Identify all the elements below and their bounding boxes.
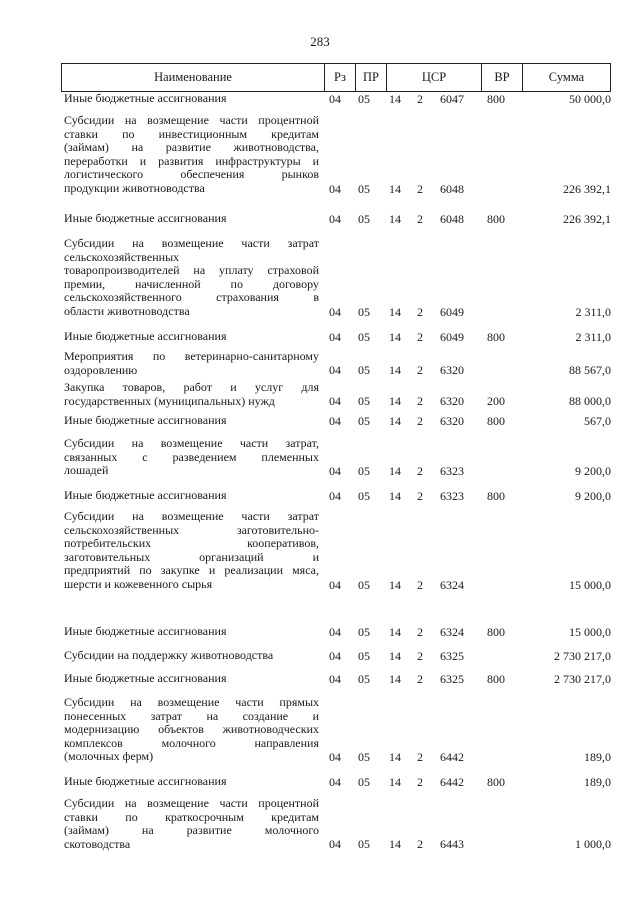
header-name: Наименование [154,70,232,84]
row-name-line: ставки по краткосрочным кредитам [64,809,319,824]
row-name-line: Иные бюджетные ассигнования [64,488,227,502]
row-name-line: (займам) на развитие животноводства, [64,140,319,155]
row-codes [61,414,611,428]
row-codes [61,837,611,851]
csr-item: 6443 [440,837,464,852]
row-codes [61,578,611,592]
row-name-line: модернизацию объектов животноводческих [64,722,319,737]
amount: 2 730 217,0 [554,648,611,663]
table-row [61,212,611,226]
rz-code: 04 [329,211,341,226]
csr-program: 14 [389,363,401,378]
row-codes [61,750,611,764]
pr-code: 05 [358,413,370,428]
row-codes [61,92,611,106]
rz-code: 04 [329,329,341,344]
row-name-line: понесенных затрат на создание и [64,708,319,723]
table-row [61,625,611,639]
pr-code: 05 [358,624,370,639]
amount: 189,0 [584,774,611,789]
row-codes [61,775,611,789]
row-name-line: Иные бюджетные ассигнования [64,91,227,105]
row-codes [61,305,611,319]
csr-subprogram: 2 [417,413,423,428]
row-name-line: премии, начисленной по договору [64,276,319,291]
header-rz: Рз [334,70,346,84]
csr-program: 14 [389,488,401,503]
row-codes [61,464,611,478]
amount: 2 730 217,0 [554,671,611,686]
amount: 9 200,0 [575,463,611,478]
rz-code: 04 [329,577,341,592]
pr-code: 05 [358,91,370,106]
row-codes [61,672,611,686]
amount: 226 392,1 [563,181,611,196]
table-row [61,437,611,478]
row-codes [61,212,611,226]
amount: 2 311,0 [575,304,611,319]
csr-subprogram: 2 [417,624,423,639]
amount: 567,0 [584,413,611,428]
csr-subprogram: 2 [417,648,423,663]
csr-item: 6320 [440,413,464,428]
csr-subprogram: 2 [417,463,423,478]
row-codes [61,394,611,408]
vr-code: 800 [487,774,505,789]
rz-code: 04 [329,837,341,852]
row-name-line: Субсидии на возмещение части процентной [64,113,319,127]
csr-item: 6323 [440,463,464,478]
csr-subprogram: 2 [417,211,423,226]
csr-item: 6049 [440,304,464,319]
vr-code: 800 [487,211,505,226]
csr-subprogram: 2 [417,671,423,686]
pr-code: 05 [358,577,370,592]
rz-code: 04 [329,91,341,106]
rz-code: 04 [329,181,341,196]
row-name-line: товаропроизводителей на уплату страховой [64,263,319,278]
csr-subprogram: 2 [417,363,423,378]
table-row [61,775,611,789]
csr-subprogram: 2 [417,488,423,503]
row-codes [61,330,611,344]
row-name-line: Мероприятия по ветеринарно-санитарному [64,349,319,363]
row-name-line: заготовительных организаций и [64,549,319,564]
row-name-line: Иные бюджетные ассигнования [64,211,227,225]
table-row [61,92,611,106]
row-name-line: Иные бюджетные ассигнования [64,413,227,427]
amount: 9 200,0 [575,488,611,503]
row-name-line: Субсидии на возмещение части затрат, [64,436,319,450]
csr-item: 6048 [440,181,464,196]
row-name-line: переработки и развития инфраструктуры и [64,153,319,168]
csr-item: 6325 [440,671,464,686]
csr-subprogram: 2 [417,181,423,196]
table-row [61,237,611,319]
table-row [61,114,611,196]
csr-program: 14 [389,304,401,319]
csr-item: 6324 [440,624,464,639]
amount: 88 567,0 [569,363,611,378]
csr-item: 6048 [440,211,464,226]
header-csr: ЦСР [421,70,447,84]
row-name-line: предприятий по закупке и реализации мяса, [64,563,319,578]
csr-program: 14 [389,394,401,409]
pr-code: 05 [358,837,370,852]
pr-code: 05 [358,463,370,478]
row-codes [61,182,611,196]
csr-item: 6325 [440,648,464,663]
pr-code: 05 [358,671,370,686]
row-name-line: Субсидии на поддержку животноводства [64,648,274,662]
vr-code: 800 [487,671,505,686]
csr-subprogram: 2 [417,774,423,789]
amount: 15 000,0 [569,624,611,639]
rz-code: 04 [329,304,341,319]
row-name-line: (молочных ферм) [64,749,154,764]
table-row [61,489,611,503]
amount: 189,0 [584,749,611,764]
csr-program: 14 [389,624,401,639]
csr-subprogram: 2 [417,394,423,409]
amount: 2 311,0 [575,329,611,344]
vr-code: 200 [487,394,505,409]
row-name-line: комплексов молочного направления [64,735,319,750]
row-codes [61,649,611,663]
row-name-line: Иные бюджетные ассигнования [64,624,227,638]
row-name-line: государственных (муниципальных) нужд [64,393,275,408]
pr-code: 05 [358,211,370,226]
row-name-line: ставки по инвестиционным кредитам [64,126,319,141]
csr-program: 14 [389,749,401,764]
rz-code: 04 [329,413,341,428]
vr-code: 800 [487,91,505,106]
csr-item: 6323 [440,488,464,503]
csr-subprogram: 2 [417,837,423,852]
row-name-line: Субсидии на возмещение части процентной [64,796,319,810]
table-row [61,696,611,764]
rz-code: 04 [329,774,341,789]
row-codes [61,363,611,377]
csr-subprogram: 2 [417,577,423,592]
csr-subprogram: 2 [417,91,423,106]
row-name-line: (займам) на развитие молочного [64,823,319,838]
amount: 50 000,0 [569,91,611,106]
table-row [61,510,611,592]
row-name-line: шерсти и кожевенного сырья [64,576,213,591]
row-name-line: Иные бюджетные ассигнования [64,671,227,685]
csr-subprogram: 2 [417,329,423,344]
vr-code: 800 [487,329,505,344]
table-row [61,649,611,663]
row-name-line: Закупка товаров, работ и услуг для [64,380,319,394]
pr-code: 05 [358,774,370,789]
csr-program: 14 [389,413,401,428]
pr-code: 05 [358,181,370,196]
csr-item: 6442 [440,774,464,789]
pr-code: 05 [358,329,370,344]
row-name-line: продукции животноводства [64,180,205,195]
csr-subprogram: 2 [417,304,423,319]
row-name-line: потребительских кооперативов, [64,536,319,551]
pr-code: 05 [358,394,370,409]
row-name-line: Иные бюджетные ассигнования [64,774,227,788]
row-name-line: лошадей [64,463,109,478]
rz-code: 04 [329,363,341,378]
row-name-line: Иные бюджетные ассигнования [64,329,227,343]
table-header [61,63,611,92]
csr-subprogram: 2 [417,749,423,764]
header-vr: ВР [494,70,510,84]
rz-code: 04 [329,624,341,639]
header-pr: ПР [363,70,379,84]
row-name-line: сельскохозяйственного страхования в [64,290,319,305]
row-codes [61,625,611,639]
amount: 88 000,0 [569,394,611,409]
row-name-line: оздоровлению [64,362,138,377]
rz-code: 04 [329,488,341,503]
rz-code: 04 [329,463,341,478]
row-name-line: Субсидии на возмещение части прямых [64,695,319,709]
csr-program: 14 [389,837,401,852]
row-name-line: сельскохозяйственных [64,249,180,264]
pr-code: 05 [358,488,370,503]
csr-item: 6442 [440,749,464,764]
pr-code: 05 [358,304,370,319]
pr-code: 05 [358,363,370,378]
table-row [61,797,611,851]
table-row [61,381,611,408]
rz-code: 04 [329,394,341,409]
table-row [61,414,611,428]
table-row [61,330,611,344]
csr-item: 6320 [440,363,464,378]
csr-program: 14 [389,648,401,663]
csr-program: 14 [389,577,401,592]
pr-code: 05 [358,749,370,764]
csr-program: 14 [389,463,401,478]
csr-program: 14 [389,91,401,106]
row-name-line: Субсидии на возмещение части затрат [64,509,319,523]
amount: 226 392,1 [563,211,611,226]
vr-code: 800 [487,488,505,503]
table-row [61,672,611,686]
rz-code: 04 [329,648,341,663]
csr-item: 6320 [440,394,464,409]
amount: 1 000,0 [575,837,611,852]
pr-code: 05 [358,648,370,663]
row-codes [61,489,611,503]
csr-item: 6047 [440,91,464,106]
csr-program: 14 [389,329,401,344]
csr-item: 6049 [440,329,464,344]
csr-program: 14 [389,671,401,686]
amount: 15 000,0 [569,577,611,592]
row-name-line: Субсидии на возмещение части затрат [64,236,319,250]
csr-program: 14 [389,211,401,226]
csr-program: 14 [389,774,401,789]
row-name-line: логистического обеспечения рынков [64,167,319,182]
header-sum: Сумма [548,70,585,84]
row-name-line: сельскохозяйственных заготовительно- [64,522,319,537]
row-name-line: скотоводства [64,836,131,851]
rz-code: 04 [329,671,341,686]
csr-program: 14 [389,181,401,196]
table-row [61,350,611,377]
page-number: 283 [310,34,330,49]
rz-code: 04 [329,749,341,764]
row-name-line: области животноводства [64,303,190,318]
csr-item: 6324 [440,577,464,592]
vr-code: 800 [487,624,505,639]
vr-code: 800 [487,413,505,428]
row-name-line: связанных с разведением племенных [64,449,319,464]
